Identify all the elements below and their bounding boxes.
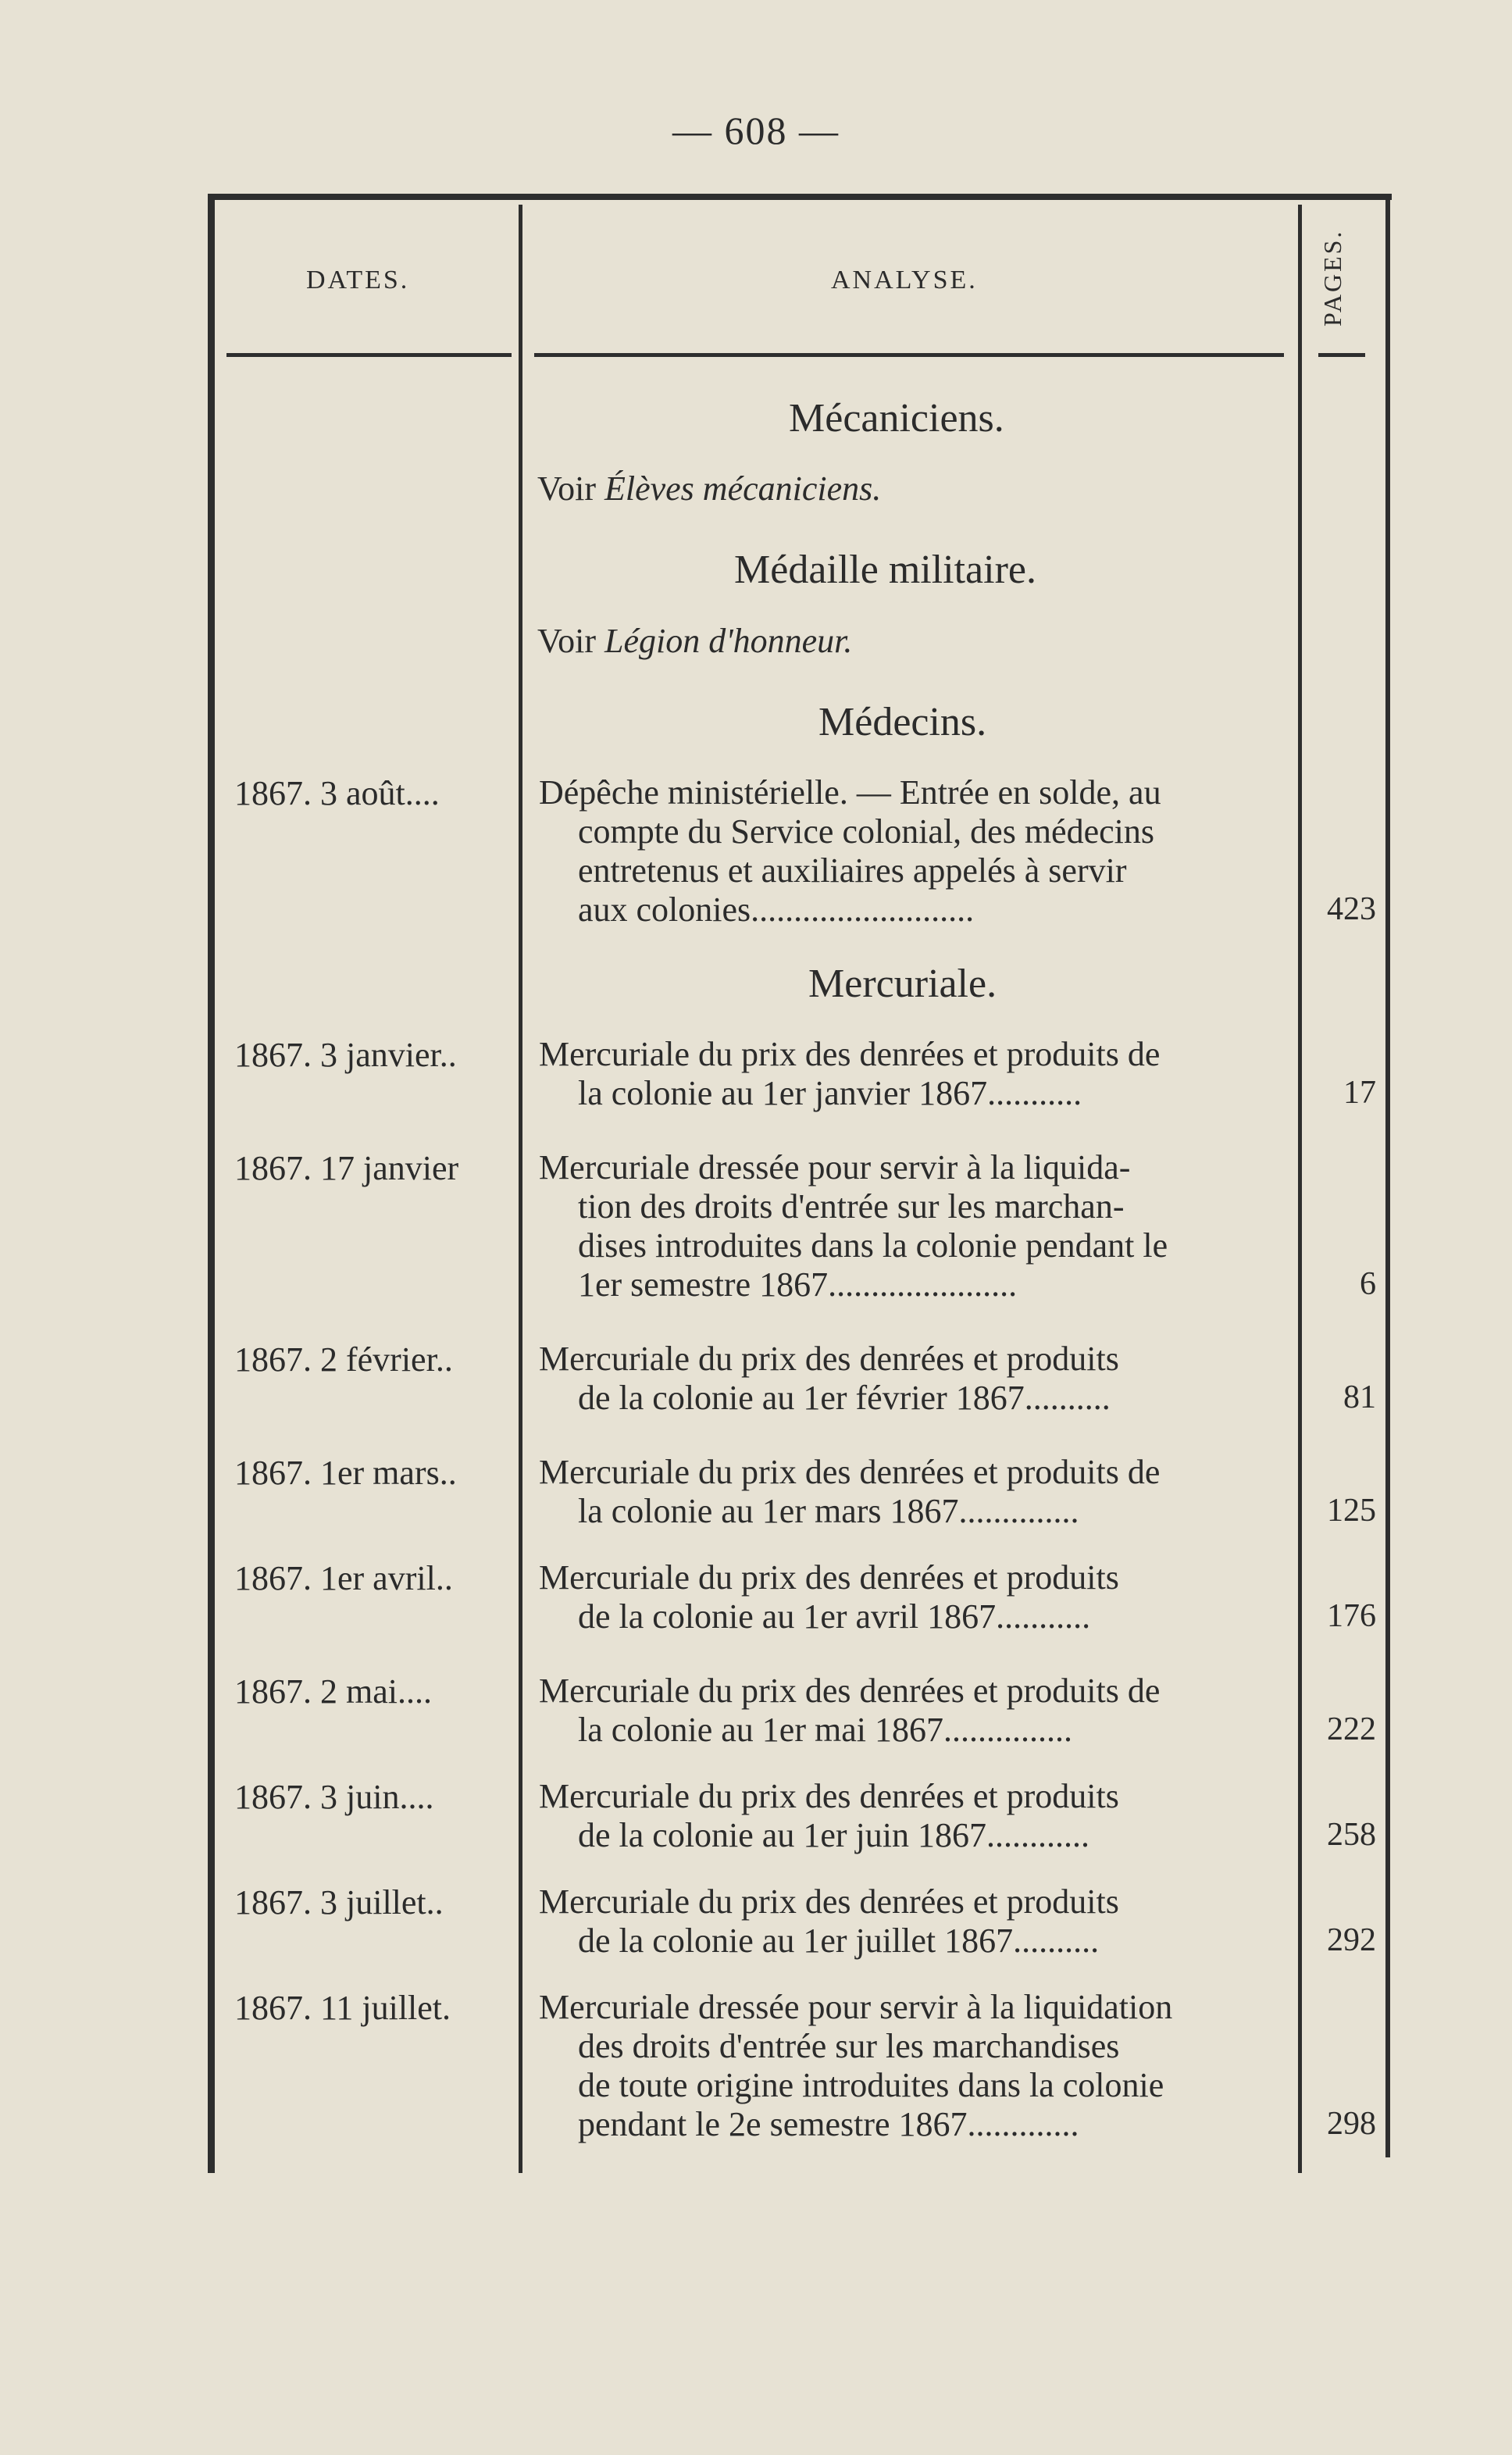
header-rule-pages — [1318, 353, 1365, 357]
entry-date: 1867. 3 janvier.. — [234, 1036, 457, 1074]
entry-line: dises introduites dans la colonie pendant le — [578, 1226, 1168, 1265]
see-reference: Légion d'honneur. — [604, 622, 853, 660]
section-title-mecaniciens: Mécaniciens. — [789, 396, 1004, 441]
entry-date: 1867. 11 juillet. — [234, 1989, 451, 2027]
entry-line: Mercuriale du prix des denrées et produits — [539, 1882, 1119, 1921]
entry-line: des droits d'entrée sur les marchandises — [578, 2027, 1120, 2065]
entry-line: 1er semestre 1867...................... — [578, 1265, 1018, 1304]
entry-line: Mercuriale dressée pour servir à la liquida- — [539, 1148, 1131, 1186]
header-pages-label: PAGES. — [1318, 229, 1346, 327]
entry-date: 1867. 2 février.. — [234, 1340, 453, 1379]
entry-line: compte du Service colonial, des médecins — [578, 812, 1154, 851]
pages-column-divider — [1298, 205, 1302, 2173]
see-also-mecaniciens — [537, 469, 881, 508]
header-pages — [1318, 229, 1357, 336]
entry-date: 1867. 1er mars.. — [234, 1454, 457, 1492]
left-border — [208, 197, 215, 2173]
entry-line: Mercuriale du prix des denrées et produits — [539, 1558, 1119, 1597]
header-rule-analyse — [534, 353, 1284, 357]
entry-page: 6 — [1360, 1266, 1376, 1302]
entry-text — [539, 1035, 1296, 1113]
entry-line: de toute origine introduites dans la colonie — [578, 2066, 1164, 2104]
entry-line: tion des droits d'entrée sur les marchan- — [578, 1187, 1125, 1226]
entry-line: la colonie au 1er janvier 1867........... — [578, 1074, 1082, 1112]
entry-date: 1867. 2 mai.... — [234, 1672, 432, 1711]
entry-page: 258 — [1327, 1817, 1376, 1853]
entry-line: Mercuriale du prix des denrées et produits de — [539, 1453, 1161, 1491]
entry-date: 1867. 3 juillet.. — [234, 1883, 444, 1922]
entry-line: entretenus et auxiliaires appelés à servir — [578, 851, 1127, 890]
see-reference: Élèves mécaniciens. — [604, 469, 882, 508]
entry-page: 222 — [1327, 1711, 1376, 1747]
entry-date: 1867. 1er avril.. — [234, 1559, 453, 1597]
entry-text — [539, 1558, 1296, 1636]
see-prefix: Voir — [537, 622, 596, 660]
entry-line: de la colonie au 1er juin 1867............ — [578, 1816, 1089, 1854]
section-title-medaille-militaire: Médaille militaire. — [734, 548, 1036, 592]
entry-line: Mercuriale du prix des denrées et produits de — [539, 1035, 1161, 1073]
entry-page: 125 — [1327, 1493, 1376, 1529]
entry-line: de la colonie au 1er avril 1867........... — [578, 1597, 1091, 1636]
header-dates: DATES. — [306, 266, 410, 294]
entry-text — [539, 773, 1296, 930]
entry-text — [539, 1340, 1296, 1418]
section-title-medecins: Médecins. — [818, 700, 987, 744]
entry-text — [539, 1777, 1296, 1855]
right-border — [1385, 197, 1390, 2157]
entry-text — [539, 1882, 1296, 1961]
entry-date: 1867. 3 août.... — [234, 774, 440, 812]
page-number: — 608 — — [672, 109, 840, 152]
entry-line: la colonie au 1er mai 1867............... — [578, 1711, 1072, 1749]
entry-date: 1867. 17 janvier — [234, 1149, 459, 1187]
entry-line: la colonie au 1er mars 1867.............. — [578, 1492, 1079, 1530]
entry-text — [539, 1453, 1296, 1531]
see-also-medaille-militaire — [537, 621, 852, 661]
entry-date: 1867. 3 juin.... — [234, 1778, 434, 1816]
entry-line: de la colonie au 1er février 1867.......... — [578, 1379, 1111, 1417]
header-rule-dates — [226, 353, 512, 357]
see-prefix: Voir — [537, 469, 596, 508]
top-rule — [208, 194, 1392, 200]
dates-column-divider — [519, 205, 522, 2173]
entry-page: 17 — [1343, 1075, 1376, 1111]
entry-line: Mercuriale dressée pour servir à la liquidation — [539, 1988, 1173, 2026]
entry-page: 176 — [1327, 1598, 1376, 1634]
entry-line: Mercuriale du prix des denrées et produits — [539, 1777, 1119, 1815]
entry-line: Mercuriale du prix des denrées et produits de — [539, 1672, 1161, 1710]
entry-text — [539, 1988, 1296, 2144]
entry-page: 423 — [1327, 891, 1376, 927]
entry-line: Mercuriale du prix des denrées et produits — [539, 1340, 1119, 1378]
header-analyse: ANALYSE. — [831, 266, 978, 294]
entry-page: 81 — [1343, 1379, 1376, 1415]
section-title-mercuriale: Mercuriale. — [808, 962, 997, 1006]
entry-line: de la colonie au 1er juillet 1867.......... — [578, 1922, 1100, 1960]
entry-line: pendant le 2e semestre 1867............. — [578, 2105, 1079, 2143]
entry-text — [539, 1672, 1296, 1750]
entry-page: 298 — [1327, 2106, 1376, 2142]
entry-line: aux colonies.......................... — [578, 890, 975, 929]
entry-line: Dépêche ministérielle. — Entrée en solde, au — [539, 773, 1161, 812]
entry-page: 292 — [1327, 1922, 1376, 1958]
entry-text — [539, 1148, 1296, 1304]
